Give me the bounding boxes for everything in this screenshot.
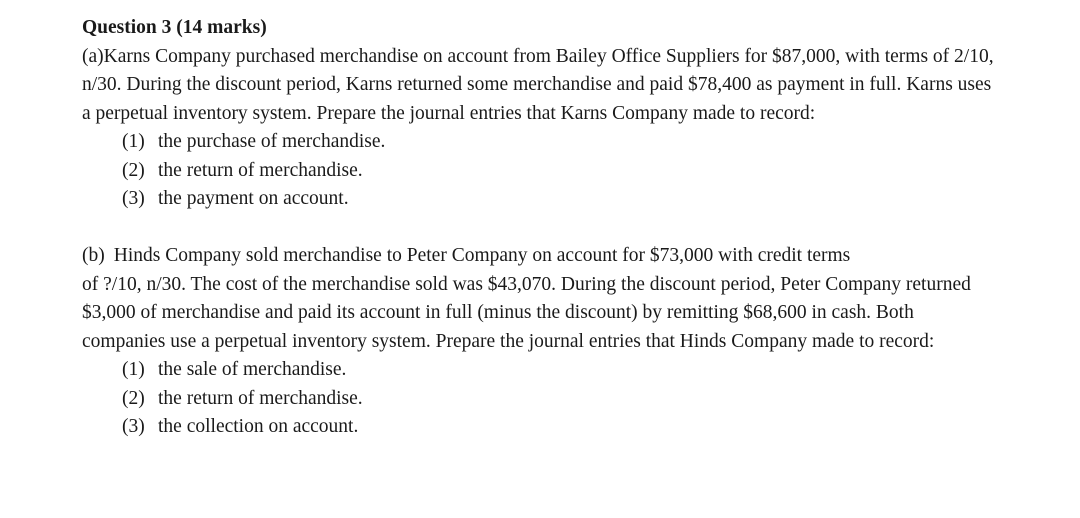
question-title: Question 3 (14 marks) <box>82 17 267 38</box>
list-item <box>122 356 1002 385</box>
list-item-number: (1) <box>122 359 145 380</box>
list-item-number: (3) <box>122 416 145 437</box>
part-b-list <box>82 356 1002 442</box>
list-item-text: the return of merchandise. <box>158 387 363 409</box>
list-item-number: (2) <box>122 387 145 409</box>
question-document <box>82 14 1002 442</box>
list-item-text: the sale of merchandise. <box>158 359 347 380</box>
list-item <box>122 185 1002 214</box>
list-item <box>122 385 1002 414</box>
list-item-text: the payment on account. <box>158 188 349 209</box>
list-item-text: the purchase of merchandise. <box>158 131 386 152</box>
list-item-number: (3) <box>122 188 145 209</box>
list-item <box>122 128 1002 157</box>
list-item-text: the collection on account. <box>158 416 359 437</box>
part-a-paragraph <box>82 43 1002 129</box>
part-b-label: (b) <box>82 245 105 266</box>
list-item <box>122 413 1002 442</box>
part-a-text: Karns Company purchased merchandise on account from Bailey Office Suppliers for $87,000, with terms of 2/10, n/30. During the discount period, Karns returned some merchandise and paid $78,400 as payment in full. Karns uses a perpetual inventory system. Prepare the journal entries that Karns Company made to record: <box>82 45 994 124</box>
part-a-list <box>82 128 1002 214</box>
list-item-text: the return of merchandise. <box>158 159 363 181</box>
part-b-paragraph: of ?/10, n/30. The cost of the merchandise sold was $43,070. During the discount period, Peter Company returned $3,000 of merchandise and paid its account in full (minus the discount) by remitting $68,600 in cash. Both companies use a perpetual inventory system. Prepare the journal entries that Hinds Company made to record: <box>82 273 971 352</box>
part-b-first-line <box>82 242 1002 271</box>
list-item-number: (2) <box>122 159 145 181</box>
spacer <box>82 214 1002 243</box>
part-a-label: (a) <box>82 45 104 67</box>
part-b-line1: Hinds Company sold merchandise to Peter Company on account for $73,000 with credit terms <box>113 245 851 266</box>
list-item-number: (1) <box>122 131 145 152</box>
list-item <box>122 157 1002 186</box>
